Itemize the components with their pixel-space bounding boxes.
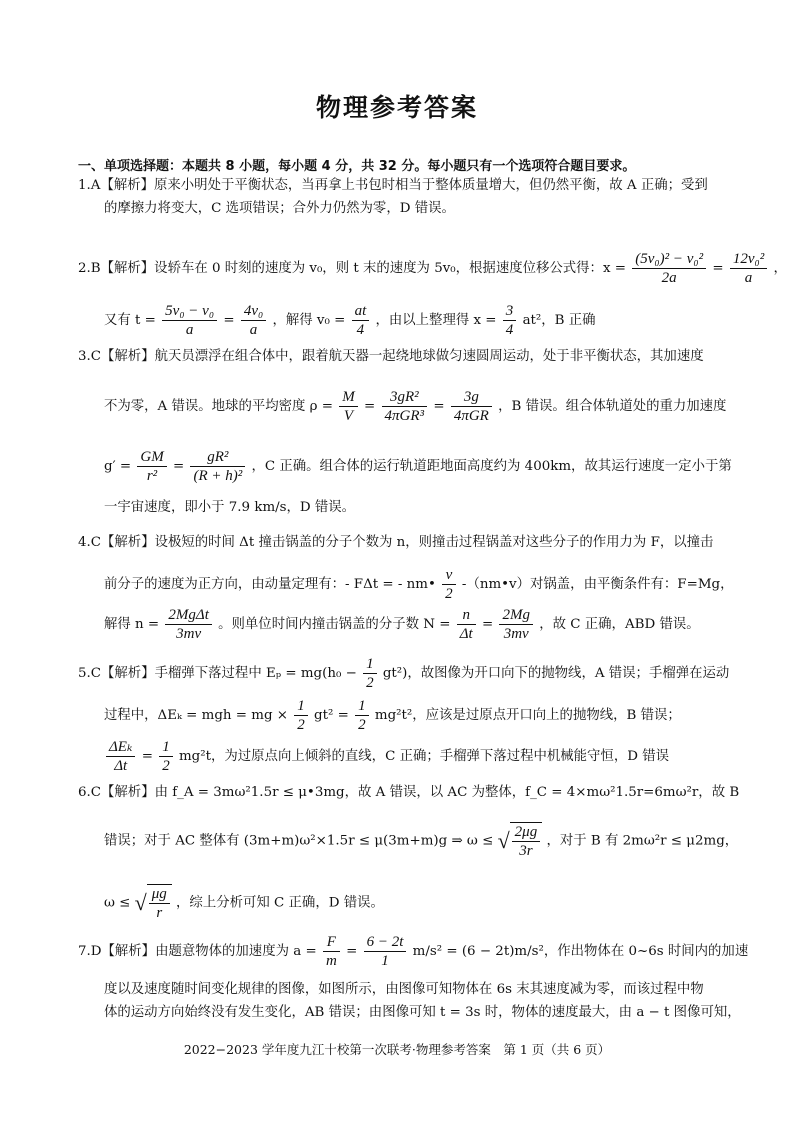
q7-fraction-1 (323, 933, 340, 970)
q4-fraction-1 (442, 566, 456, 603)
q3-fraction-5 (190, 448, 245, 485)
q2-line2-mid: ，解得 v₀ = (272, 313, 346, 328)
q2-f3-den: a (185, 322, 194, 338)
q6-line2 (104, 822, 738, 860)
q5-fraction-4 (106, 738, 135, 775)
q6-sqrt-1: √ $\frac{2\mu g}{3r}$ (498, 822, 543, 860)
q3-f1-den: V (343, 408, 354, 424)
q1-line1: 1.A【解析】原来小明处于平衡状态，当再拿上书包时相当于整体质量增大，但仍然平衡，故 A 正确；受到 (78, 178, 708, 193)
q2-fraction-4 (241, 302, 266, 339)
q5-fraction-1 (363, 655, 377, 692)
q2-f6-num: 3 (503, 302, 517, 321)
q2-fraction-6 (503, 302, 517, 339)
q6-s2-num: μg (149, 885, 170, 904)
q4-f2-num: 2MgΔt (165, 606, 211, 625)
q3-f5-den: (R + h)² (193, 468, 243, 484)
q4-line1: 4.C【解析】设极短的时间 Δt 撞击锅盖的分子个数为 n，则撞击过程锅盖对这些分子的作用力为 F，以撞击 (78, 535, 714, 550)
q6-s2-den: r (156, 905, 163, 921)
q7-f1-num: F (323, 933, 340, 952)
q5-line1 (78, 655, 729, 692)
q5-line1-pre: 5.C【解析】手榴弹下落过程中 Eₚ = mg(h₀ − (78, 666, 357, 681)
q5-fraction-5 (159, 738, 173, 775)
q2-line1 (78, 250, 787, 287)
q3-line4: 一宇宙速度，即小于 7.9 km/s，D 错误。 (104, 500, 356, 515)
q5-line3-mid: = (141, 749, 153, 764)
q3-line2-end: ，B 错误。组合体轨道处的重力加速度 (498, 399, 727, 414)
q2-f6-den: 4 (505, 322, 514, 338)
q2-line1-end: ， (773, 261, 787, 276)
q6-line3-end: ，综上分析可知 C 正确，D 错误。 (176, 895, 384, 911)
q6-line3-pre: ω ≤ (104, 895, 131, 911)
page-title: 物理参考答案 (315, 93, 478, 122)
q7-line2: 度以及速度随时间变化规律的图像，如图所示，由图像可知物体在 6s 末其速度减为零，而该过程中物 (104, 982, 704, 997)
q4-fraction-3 (457, 606, 476, 643)
q4-line3: 解得 n = $\frac{\text{2MgΔt}}{3mv}$ 。则单位时间内撞击锅盖的分子数 N = $\frac{n}{\Delta t}$ = $\frac{2Mg}{3mv}$ ，故 C 正确，ABD 错误。 (104, 607, 700, 642)
q3-line3-pre: g′ = (104, 459, 132, 474)
q2-fraction-1 (632, 250, 706, 287)
q5-line2-end: mg²t²，应该是过原点开口向上的抛物线，B 错误； (374, 708, 681, 723)
q2-f1-den: 2a (661, 270, 677, 286)
q6-s1-den: 3r (519, 843, 533, 859)
q5-line3-end: mg²t，为过原点向上倾斜的直线，C 正确；手榴弹下落过程中机械能守恒，D 错误 (178, 749, 669, 764)
q4-f4-num: 2Mg (499, 606, 533, 625)
q7-line3: 体的运动方向始终没有发生变化，AB 错误；由图像可知 t = 3s 时，物体的速度最大，由 a − t 图像可知， (104, 1005, 741, 1020)
q3-f2-den: 4πGR³ (384, 408, 425, 424)
q7-f1-den: m (325, 953, 337, 969)
q5-line3 (104, 738, 669, 775)
q7-f2-num: 6 − 2t (364, 933, 407, 952)
q2-f1-num: (5v₀)² − v₀² (632, 250, 706, 269)
q6-s1-num: 2μg (512, 823, 541, 842)
q7-fraction-2 (364, 933, 407, 970)
q2-eq: = (712, 261, 724, 276)
q4-f2-den: 3mv (176, 626, 202, 642)
q3-f3-num: 3g (451, 388, 492, 407)
section-heading: 一、单项选择题：本题共 8 小题，每小题 4 分，共 32 分。每小题只有一个选项符合题目要求。 (78, 159, 636, 174)
q5-f4-den: Δt (114, 758, 128, 774)
q5-f5-den: 2 (162, 758, 170, 774)
q4-fraction-2 (165, 606, 211, 643)
q3-f3-den: 4πGR (453, 408, 489, 424)
q4-line3-pre: 解得 n = (104, 617, 160, 632)
q6-line1: 6.C【解析】由 f_A = 3mω²1.5r ≤ μ•3mg，故 A 错误，以 AC 为整体，f_C = 4×mω²1.5r=6mω²r，故 B (78, 785, 740, 800)
q7-line1-pre: 7.D【解析】由题意物体的加速度为 a = (78, 944, 317, 959)
q5-f3-den: 2 (358, 717, 366, 733)
q5-f1-num: 1 (363, 655, 377, 674)
q3-line3: g′ = $\frac{GM}{\text{r²}}$ = $\frac{\text{gR²}}{\text{(R + h)²}}$ ，C 正确。组合体的运行轨道距地面高度约为 400km，故其运行速度一定小于第 (104, 449, 732, 484)
q7-line1-end: m/s² = (6 − 2t)m/s²，作出物体在 0~6s 时间内的加速 (412, 944, 749, 959)
q6-line2-pre: 错误；对于 AC 整体有 (3m+m)ω²×1.5r ≤ μ(3m+m)g ⇒ ω ≤ (104, 833, 494, 849)
q3-fraction-3 (451, 388, 492, 425)
q2-line2: 又有 t = $\frac{\text{5v₀ − v₀}}{a}$ = $\frac{\text{4v₀}}{a}$ ，解得 v₀ = $\frac{at}{4}$ ，由以上整理得 x = $\frac{3}{4}$ at²，B 正确 (104, 303, 596, 338)
q2-line2-end: at²，B 正确 (522, 313, 596, 328)
q7-f2-den: 1 (381, 953, 389, 969)
q6-line2-end: ，对于 B 有 2mω²r ≤ μ2mg， (546, 833, 739, 849)
q2-f2-num: 12v₀² (730, 250, 767, 269)
q5-f2-den: 2 (297, 717, 305, 733)
q2-line2-pre: 又有 t = (104, 313, 156, 328)
q3-fraction-1 (339, 388, 358, 425)
q4-line2-pre: 前分子的速度为正方向，由动量定理有：- FΔt = - nm• (104, 577, 436, 592)
q3-fraction-4 (137, 448, 166, 485)
q3-f4-den: r² (146, 468, 158, 484)
q4-fraction-4 (499, 606, 533, 643)
q2-f3-num: 5v₀ − v₀ (162, 302, 217, 321)
q2-f4-num: 4v₀ (241, 302, 266, 321)
q1-line2: 的摩擦力将变大，C 选项错误；合外力仍然为零，D 错误。 (104, 201, 455, 216)
q5-fraction-3 (355, 697, 369, 734)
q5-fraction-2 (294, 697, 308, 734)
q6-line3 (104, 884, 384, 922)
q5-line1-end: gt²)，故图像为开口向下的抛物线，A 错误；手榴弹在运动 (382, 666, 730, 681)
q4-f3-num: n (457, 606, 476, 625)
q5-f4-num: ΔEₖ (106, 738, 135, 757)
q4-f1-num: v (442, 566, 456, 585)
q3-line2-pre: 不为零，A 错误。地球的平均密度 ρ = (104, 399, 333, 414)
q4-line2 (104, 566, 734, 603)
q3-f1-num: M (339, 388, 358, 407)
q4-f3-den: Δt (459, 626, 473, 642)
q2-f2-den: a (744, 270, 753, 286)
q5-f1-den: 2 (366, 675, 374, 691)
q4-f1-den: 2 (445, 586, 453, 602)
q3-line1: 3.C【解析】航天员漂浮在组合体中，跟着航天器一起绕地球做匀速圆周运动，处于非平衡状态，其加速度 (78, 349, 704, 364)
q5-line2 (104, 697, 681, 734)
q2-line2-mid2: ，由以上整理得 x = (375, 313, 497, 328)
q3-f4-num: GM (137, 448, 166, 467)
q3-f2-num: 3gR² (382, 388, 428, 407)
q4-line3-end: ，故 C 正确，ABD 错误。 (539, 617, 700, 632)
q2-fraction-3 (162, 302, 217, 339)
q2-fraction-2 (730, 250, 767, 287)
q2-f5-den: 4 (356, 322, 365, 338)
q3-f5-num: gR² (190, 448, 245, 467)
q3-fraction-2 (382, 388, 428, 425)
q5-line2-mid: gt² = (314, 708, 349, 723)
q4-f4-den: 3mv (503, 626, 529, 642)
q2-fraction-5 (352, 302, 370, 339)
q4-line3-mid: 。则单位时间内撞击锅盖的分子数 N = (218, 617, 451, 632)
q5-f5-num: 1 (159, 738, 173, 757)
q5-f2-num: 1 (294, 697, 308, 716)
q2-text-a: 2.B【解析】设轿车在 0 时刻的速度为 v₀，则 t 末的速度为 5v₀，根据速度位移公式得：x = (78, 261, 626, 276)
q3-line2: 不为零，A 错误。地球的平均密度 ρ = $\frac{M}{V}$ = $\frac{\text{3gR²}}{\text{4πGR³}}$ = $\frac{3g}{\text{4πGR}}$ ，B 错误。组合体轨道处的重力加速度 (104, 389, 727, 424)
q5-line2-pre: 过程中，ΔEₖ = mgh = mg × (104, 708, 288, 723)
q5-f3-num: 1 (355, 697, 369, 716)
q4-line2-end: -（nm•v）对锅盖，由平衡条件有：F=Mg， (461, 577, 734, 592)
q3-line3-end: ，C 正确。组合体的运行轨道距地面高度约为 400km，故其运行速度一定小于第 (251, 459, 732, 474)
q2-f5-num: at (352, 302, 370, 321)
page-footer: 2022−2023 学年度九江十校第一次联考·物理参考答案 第 1 页（共 6 页） (183, 1042, 611, 1057)
q2-f4-den: a (249, 322, 258, 338)
q7-line1: 7.D【解析】由题意物体的加速度为 a = $\frac{F}{m}$ = $\frac{6 - 2t}{1}$ m/s² = (6 − 2t)m/s²，作出物体在 0~6s 时间内的加速 (78, 934, 749, 969)
q6-sqrt-2: √ $\frac{\mu g}{r}$ (135, 884, 172, 922)
